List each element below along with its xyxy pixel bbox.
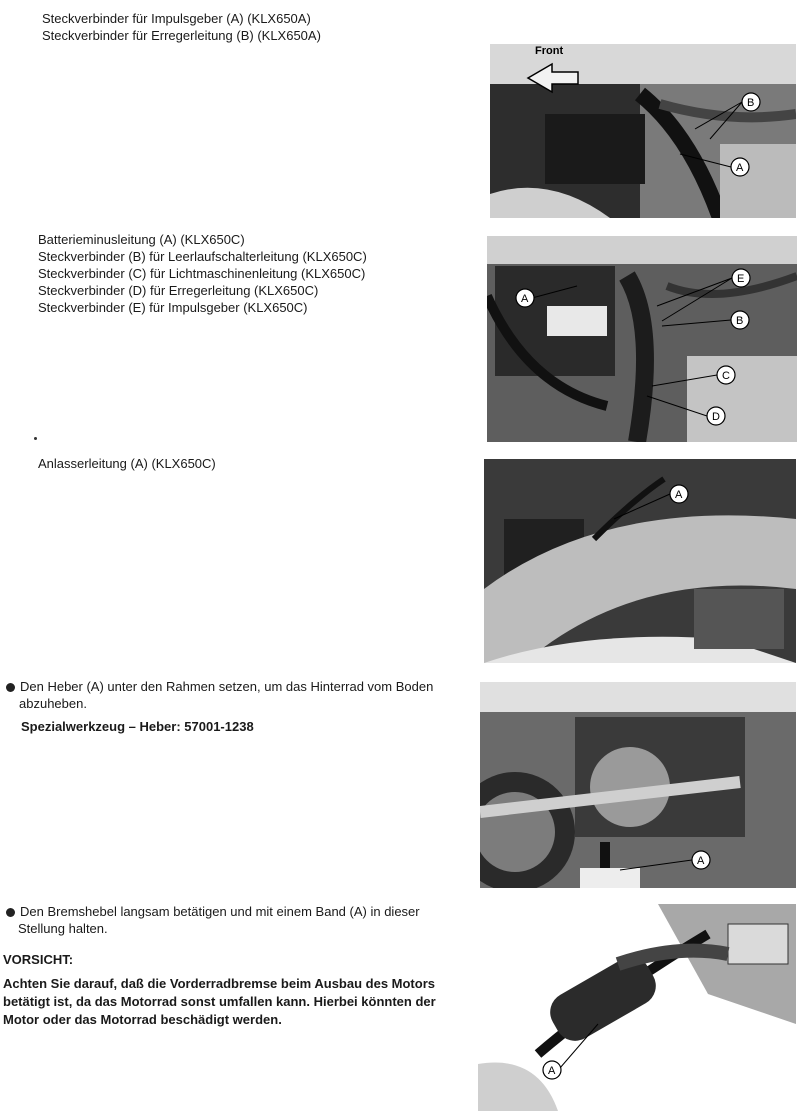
starter-lead: Anlasserleitung (A) (KLX650C) — [38, 456, 216, 471]
bullet-icon — [6, 908, 15, 917]
callout-a: A — [675, 489, 683, 501]
connector-pulse-generator-klx650a: Steckverbinder für Impulsgeber (A) (KLX650A) — [42, 11, 311, 26]
caution-line-3: Motor oder das Motorrad beschädigt werden. — [3, 1012, 282, 1027]
front-label: Front — [535, 45, 564, 57]
callout-a: A — [521, 293, 529, 305]
connector-alternator: Steckverbinder (C) für Lichtmaschinenleitung (KLX650C) — [38, 266, 366, 281]
instruction-jack-line2: abzuheben. — [19, 696, 87, 711]
connector-exciter-lead-klx650a: Steckverbinder für Erregerleitung (B) (KLX650A) — [42, 28, 321, 43]
instruction-jack — [6, 678, 433, 695]
connector-neutral-switch: Steckverbinder (B) für Leerlaufschalterleitung (KLX650C) — [38, 249, 367, 264]
connector-exciter-lead-klx650c: Steckverbinder (D) für Erregerleitung (KLX650C) — [38, 283, 319, 298]
callout-a: A — [697, 855, 705, 867]
callout-a: A — [736, 162, 744, 174]
photo-connectors-klx650a — [490, 44, 796, 218]
instruction-brake-line1: Den Bremshebel langsam betätigen und mit einem Band (A) in dieser — [20, 904, 420, 919]
callout-c: C — [722, 370, 730, 382]
caution-line-1: Achten Sie darauf, daß die Vorderradbremse beim Ausbau des Motors — [3, 976, 435, 991]
instruction-brake — [6, 903, 420, 920]
photo-jack-under-frame — [480, 682, 796, 888]
print-speck — [34, 437, 37, 440]
photo-brake-lever-band — [478, 904, 796, 1111]
caution-title: VORSICHT: — [3, 952, 74, 967]
callout-b: B — [736, 315, 744, 327]
callout-d: D — [712, 411, 720, 423]
callout-e: E — [737, 273, 745, 285]
photo-starter-lead — [484, 459, 796, 663]
battery-negative-lead: Batterieminusleitung (A) (KLX650C) — [38, 232, 245, 247]
instruction-jack-line1: Den Heber (A) unter den Rahmen setzen, um das Hinterrad vom Boden — [20, 679, 434, 694]
caution-line-2: betätigt ist, da das Motorrad sonst umfallen kann. Hierbei könnten der — [3, 994, 436, 1009]
special-tool-jack: Spezialwerkzeug – Heber: 57001-1238 — [21, 719, 254, 734]
callout-a: A — [548, 1065, 556, 1077]
photo-battery-connectors-klx650c — [487, 236, 797, 442]
instruction-brake-line2: Stellung halten. — [18, 921, 108, 936]
bullet-icon — [6, 683, 15, 692]
callout-b: B — [747, 97, 755, 109]
connector-pulse-generator-klx650c: Steckverbinder (E) für Impulsgeber (KLX650C) — [38, 300, 308, 315]
